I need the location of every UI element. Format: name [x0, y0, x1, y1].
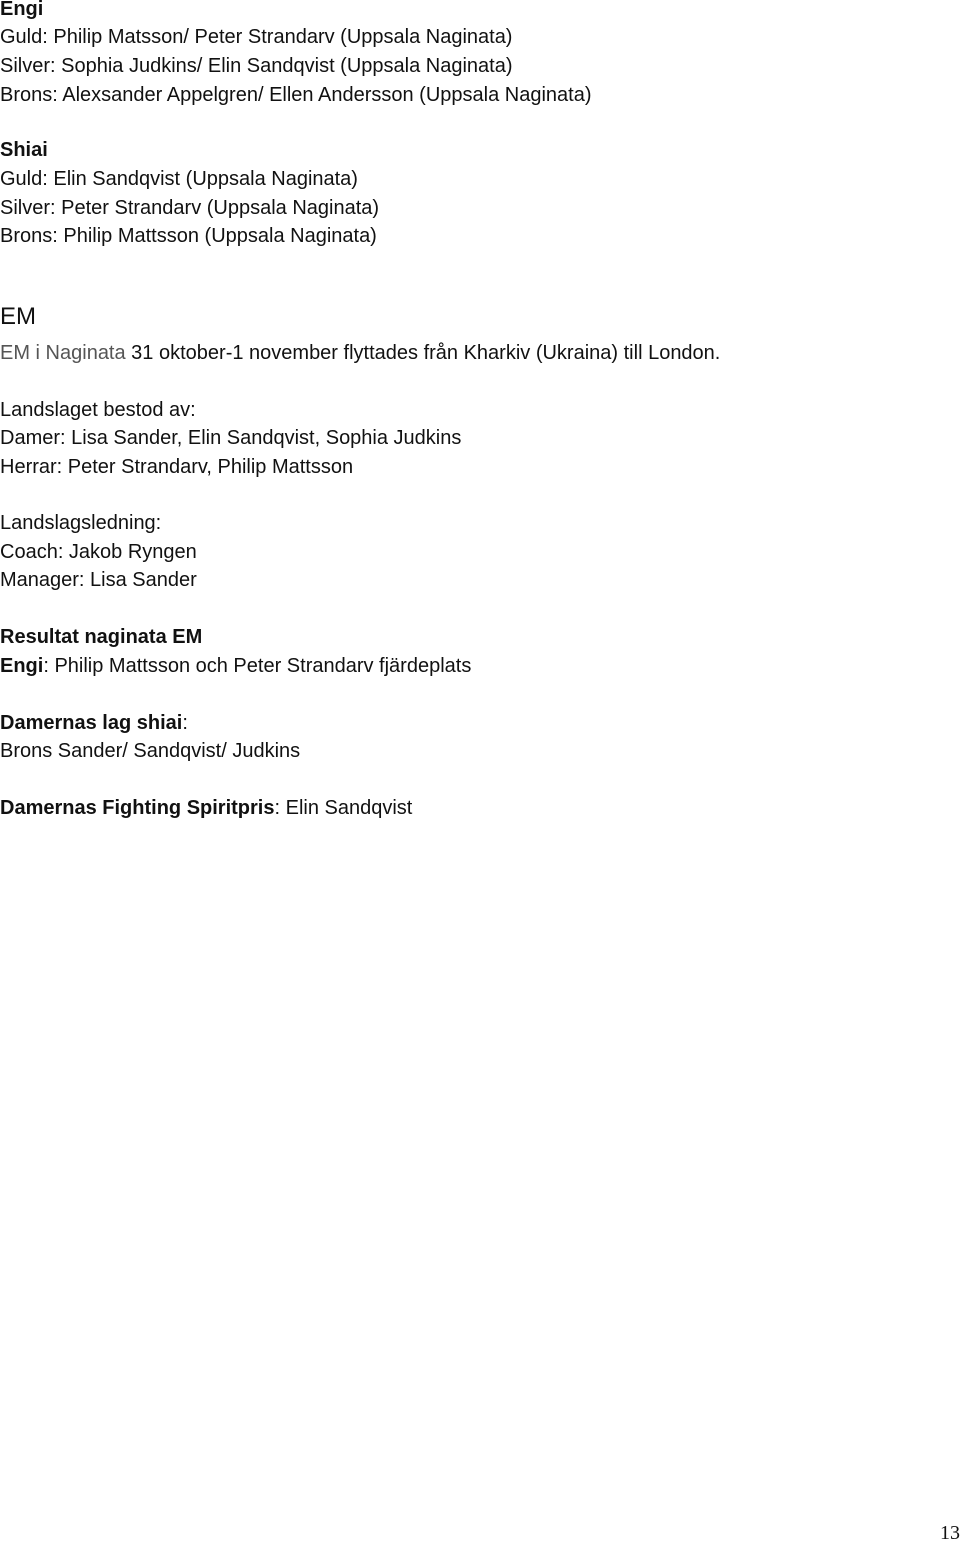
team-shiai-heading: [0, 709, 188, 737]
shiai-bronze: Brons: Philip Mattsson (Uppsala Naginata): [0, 225, 377, 247]
spirit-award: [0, 794, 412, 822]
engi-gold: Guld: Philip Matsson/ Peter Strandarv (Uppsala Naginata): [0, 26, 513, 48]
leadership-manager: Manager: Lisa Sander: [0, 569, 197, 591]
results-engi-label: Engi: [0, 655, 44, 677]
em-intro: [0, 339, 720, 367]
shiai-gold: Guld: Elin Sandqvist (Uppsala Naginata): [0, 168, 358, 190]
leadership-heading: Landslagsledning:: [0, 512, 162, 534]
shiai-heading: Shiai: [0, 139, 48, 161]
results-engi-text: : Philip Mattsson och Peter Strandarv fjärdeplats: [43, 655, 472, 677]
team-shiai-result: Brons Sander/ Sandqvist/ Judkins: [0, 740, 301, 762]
engi-heading: Engi: [0, 0, 44, 20]
results-heading: Resultat naginata EM: [0, 626, 203, 648]
shiai-silver: Silver: Peter Strandarv (Uppsala Naginata): [0, 197, 380, 219]
em-intro-link[interactable]: EM i Naginata: [0, 342, 126, 364]
leadership-coach: Coach: Jakob Ryngen: [0, 541, 197, 563]
engi-silver: Silver: Sophia Judkins/ Elin Sandqvist (Uppsala Naginata): [0, 55, 513, 77]
team-shiai-label: Damernas lag shiai: [0, 712, 183, 734]
spirit-award-label: Damernas Fighting Spiritpris: [0, 797, 275, 819]
team-men: Herrar: Peter Strandarv, Philip Mattsson: [0, 456, 354, 478]
engi-bronze: Brons: Alexsander Appelgren/ Ellen Andersson (Uppsala Naginata): [0, 84, 592, 106]
page-number: 13: [940, 1522, 960, 1544]
em-heading: EM: [0, 303, 36, 330]
team-heading: Landslaget bestod av:: [0, 399, 196, 421]
results-engi: [0, 652, 471, 680]
spirit-award-text: : Elin Sandqvist: [274, 797, 413, 819]
team-women: Damer: Lisa Sander, Elin Sandqvist, Sophia Judkins: [0, 427, 462, 449]
em-intro-text: 31 oktober-1 november flyttades från Kharkiv (Ukraina) till London.: [125, 342, 721, 364]
team-shiai-colon: :: [182, 712, 188, 734]
